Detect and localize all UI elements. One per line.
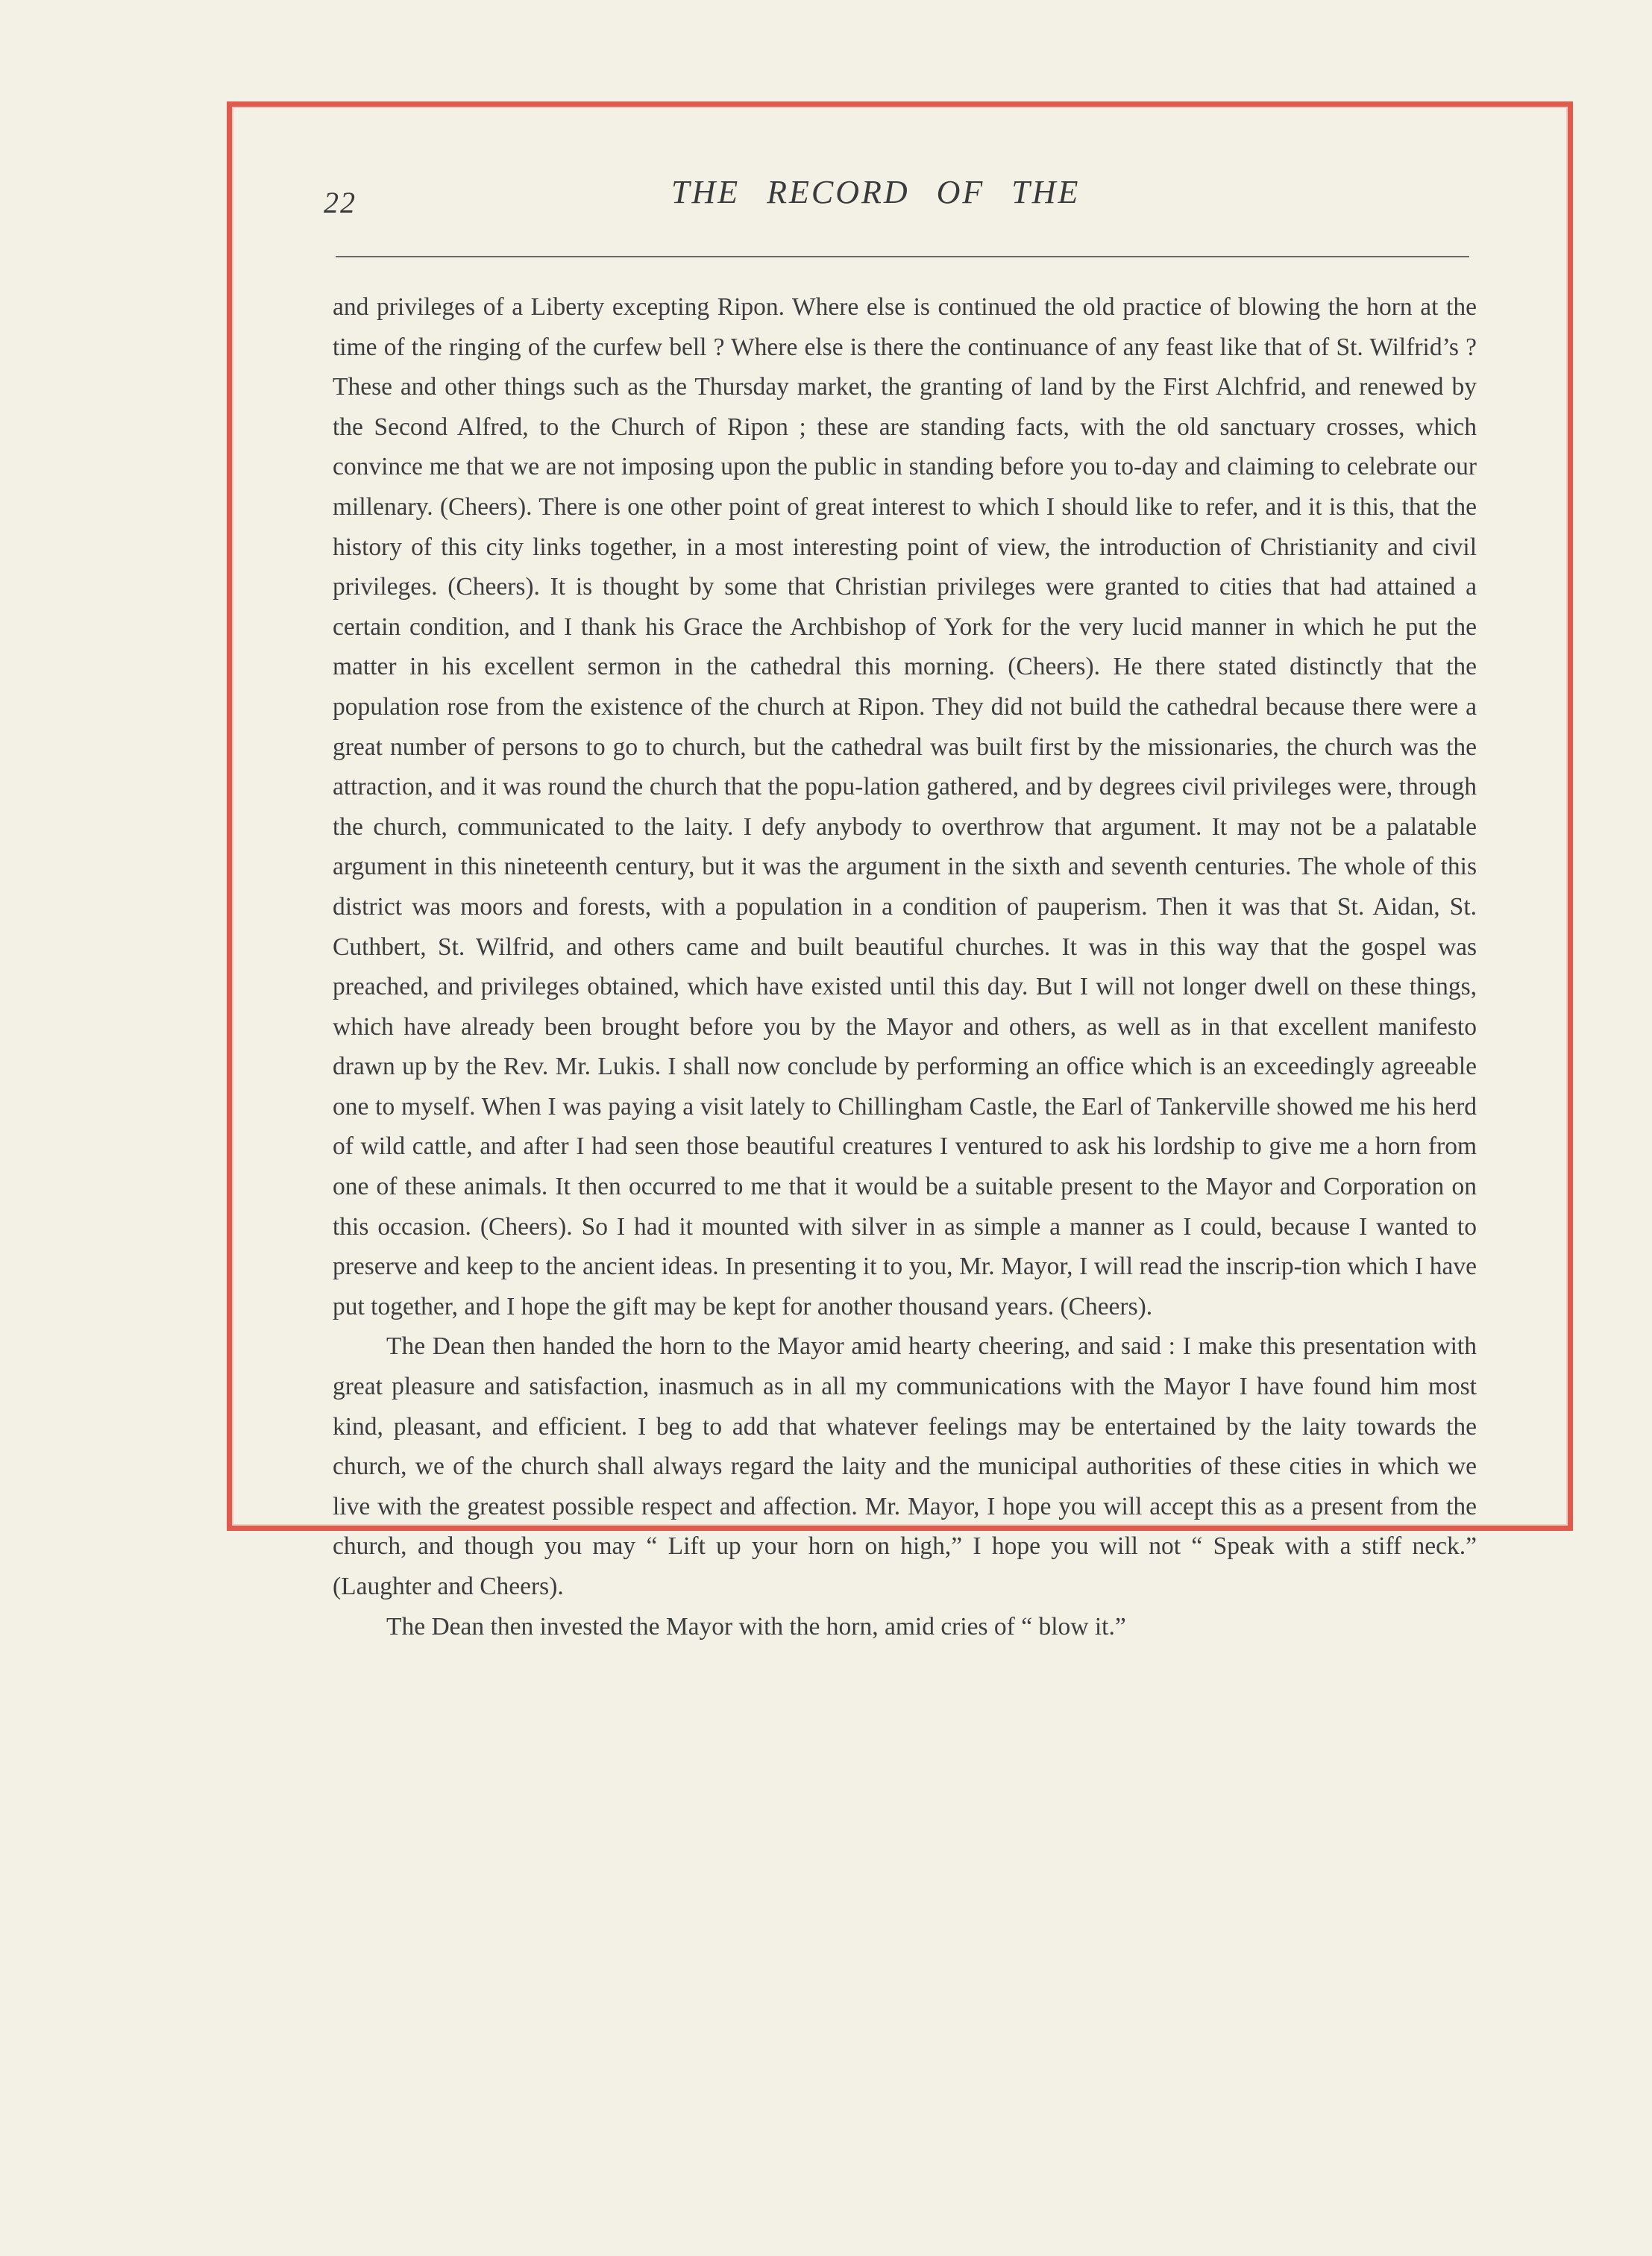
body-text: [333, 287, 1477, 1646]
paragraph-1: and privileges of a Liberty excepting Ripon. Where else is continued the old practice of blowing the horn at the time of the ringing of the curfew bell ? Where else is there the continuance of any feast like that of St. Wilfrid’s ? These and other things such as the Thursday market, the granting of land by the First Alchfrid, and renewed by the Second Alfred, to the Church of Ripon ; these are standing facts, with the old sanctuary crosses, which convince me that we are not imposing upon the public in standing before you to-day and claiming to celebrate our millenary. (Cheers). There is one other point of great interest to which I should like to refer, and it is this, that the history of this city links together, in a most interesting point of view, the introduction of Christianity and civil privileges. (Cheers). It is thought by some that Christian privileges were granted to cities that had attained a certain condition, and I thank his Grace the Archbishop of York for the very lucid manner in which he put the matter in his excellent sermon in the cathedral this morning. (Cheers). He there stated distinctly that the population rose from the existence of the church at Ripon. They did not build the cathedral because there were a great number of persons to go to church, but the cathedral was built first by the missionaries, the church was the attraction, and it was round the church that the popu-lation gathered, and by degrees civil privileges were, through the church, communicated to the laity. I defy anybody to overthrow that argument. It may not be a palatable argument in this nineteenth century, but it was the argument in the sixth and seventh centuries. The whole of this district was moors and forests, with a population in a condition of pauperism. Then it was that St. Aidan, St. Cuthbert, St. Wilfrid, and others came and built beautiful churches. It was in this way that the gospel was preached, and privileges obtained, which have existed until this day. But I will not longer dwell on these things, which have already been brought before you by the Mayor and others, as well as in that excellent manifesto drawn up by the Rev. Mr. Lukis. I shall now conclude by performing an office which is an exceedingly agreeable one to myself. When I was paying a visit lately to Chillingham Castle, the Earl of Tankerville showed me his herd of wild cattle, and after I had seen those beautiful creatures I ventured to ask his lordship to give me a horn from one of these animals. It then occurred to me that it would be a suitable present to the Mayor and Corporation on this occasion. (Cheers). So I had it mounted with silver in as simple a manner as I could, because I wanted to preserve and keep to the ancient ideas. In presenting it to you, Mr. Mayor, I will read the inscrip-tion which I have put together, and I hope the gift may be kept for another thousand years. (Cheers).: [333, 293, 1477, 1320]
page-number: 22: [324, 186, 357, 219]
header-rule: [336, 256, 1469, 257]
running-title: THE RECORD OF THE: [671, 174, 1081, 210]
paragraph-2: The Dean then handed the horn to the Mayor amid hearty cheering, and said : I make this presentation with great pleasure and satisfaction, inasmuch as in all my communications with the Mayor I have found him most kind, pleasant, and efficient. I beg to add that whatever feelings may be entertained by the laity towards the church, we of the church shall always regard the laity and the municipal authorities of these cities in which we live with the greatest possible respect and affection. Mr. Mayor, I hope you will accept this as a present from the church, and though you may “ Lift up your horn on high,” I hope you will not “ Speak with a stiff neck.” (Laughter and Cheers).: [333, 1332, 1477, 1600]
paragraph-3: The Dean then invested the Mayor with the horn, amid cries of “ blow it.”: [386, 1612, 1126, 1641]
